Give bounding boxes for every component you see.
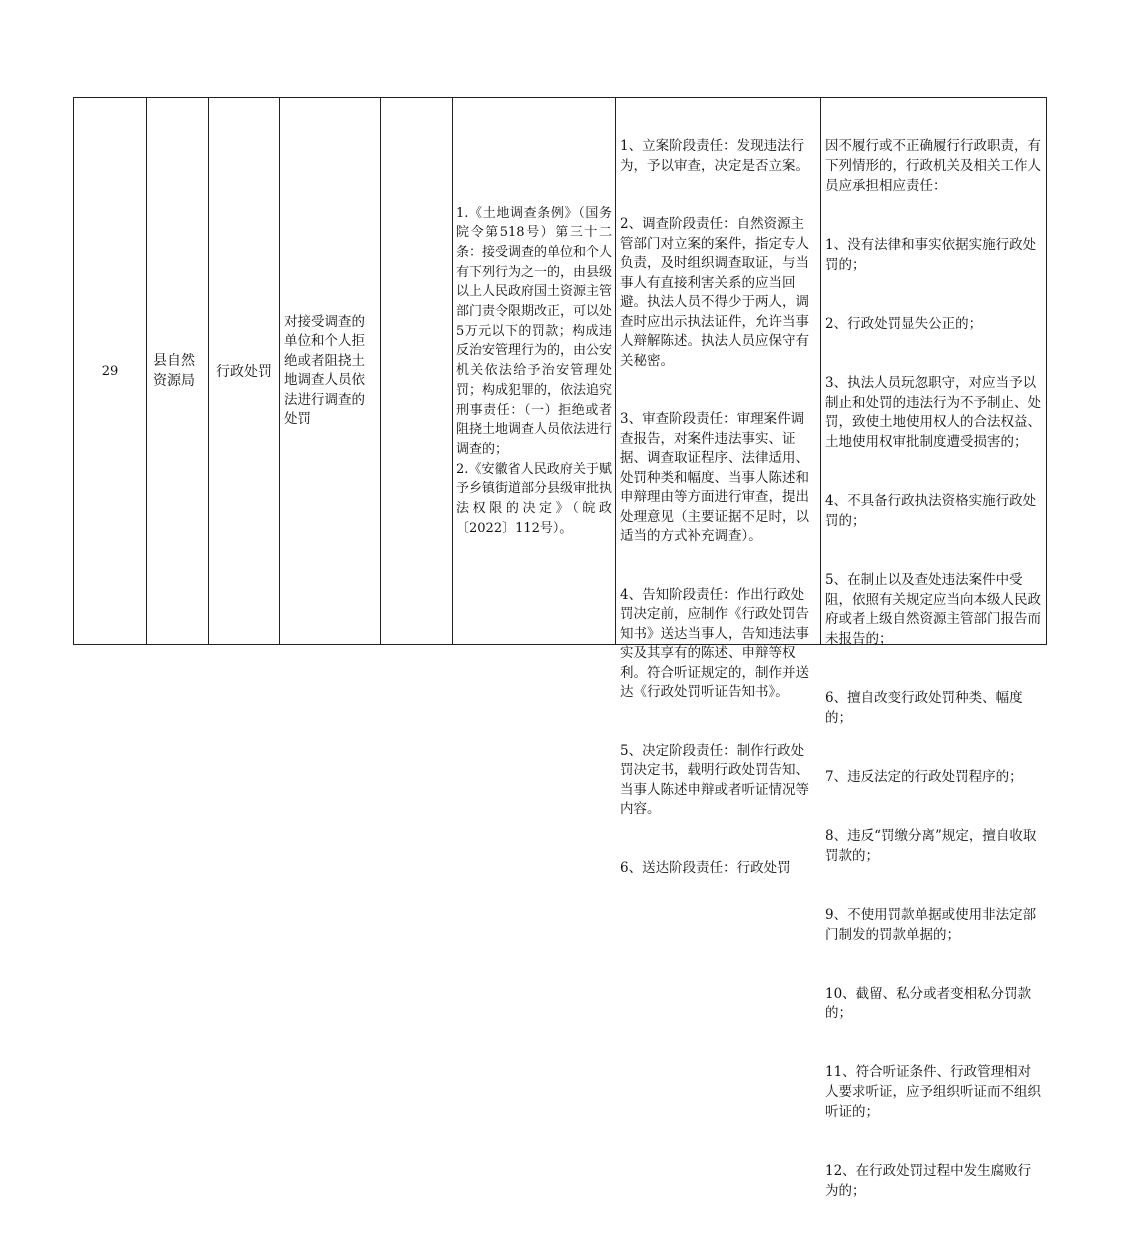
power-type: 行政处罚 [216, 364, 272, 380]
responsibility-text [616, 98, 820, 917]
accountability-item: 因不履行或不正确履行行政职责，有下列情形的，行政机关及相关工作人员应承担相应责任： [825, 138, 1041, 194]
accountability-item: 12、在行政处罚过程中发生腐败行为的； [825, 1162, 1032, 1199]
item-name: 对接受调查的单位和个人拒绝或者阻挠土地调查人员依法进行调查的处罚 [284, 313, 365, 427]
accountability-item: 8、违反“罚缴分离”规定，擅自收取罚款的； [825, 828, 1037, 864]
legal-basis-item: 2.《安徽省人民政府关于赋予乡镇街道部分县级审批执法权限的决定》（皖政〔2022〕112号）。 [456, 461, 613, 536]
responsibility-item: 4、告知阶段责任：作出行政处罚决定前，应制作《行政处罚告知书》送达当事人，告知违法事实及其享有的陈述、申辩等权利。符合听证规定的，制作并送达《行政处罚听证告知书》。 [620, 586, 809, 700]
responsibility-item: 6、送达阶段责任：行政处罚 [620, 859, 791, 876]
legal-basis-text [453, 204, 615, 539]
department-cell [147, 98, 209, 645]
legal-basis-item: 1.《土地调查条例》（国务院令第518号）第三十二条：接受调查的单位和个人有下列行为之一的，由县级以上人民政府国土资源主管部门责令限期改正，可以处5万元以下的罚款；构成违反治安管理行为的，由公安机关依法给予治安管理处罚；构成犯罪的，依法追究刑事责任：（一）拒绝或者阻挠土地调查人员依法进行调查的； [456, 205, 613, 457]
accountability-item: 1、没有法律和事实依据实施行政处罚的； [825, 236, 1037, 273]
row-number: 29 [101, 363, 119, 379]
accountability-item: 3、执法人员玩忽职守，对应当予以制止和处罚的违法行为不予制止、处罚，致使土地使用权人的合法权益、土地使用权审批制度遭受损害的； [825, 374, 1041, 450]
accountability-item: 10、截留、私分或者变相私分罚款的； [825, 985, 1032, 1022]
accountability-text [821, 98, 1046, 1241]
power-list-table [73, 97, 1047, 1199]
accountability-item: 7、违反法定的行政处罚程序的； [825, 768, 1023, 785]
accountability-item: 9、不使用罚款单据或使用非法定部门制发的罚款单据的； [825, 906, 1037, 943]
accountability-item: 4、不具备行政执法资格实施行政处罚的； [825, 493, 1037, 529]
legal-basis-cell [453, 98, 616, 645]
responsibility-cell [616, 98, 821, 876]
sub-item-cell [381, 98, 453, 645]
accountability-item: 6、擅自改变行政处罚种类、幅度的； [825, 690, 1023, 726]
responsibility-item: 5、决定阶段责任：制作行政处罚决定书，载明行政处罚告知、当事人陈述申辩或者听证情况等内容。 [620, 742, 809, 817]
accountability-item: 2、行政处罚显失公正的； [825, 315, 983, 332]
responsibility-item: 2、调查阶段责任：自然资源主管部门对立案的案件，指定专人负责，及时组织调查取证，与当事人有直接利害关系的应当回避。执法人员不得少于两人，调查时应出示执法证件，允许当事人辩解陈述。执法人员应保守有关秘密。 [620, 216, 809, 369]
accountability-item: 5、在制止以及查处违法案件中受阻，依照有关规定应当向本级人民政府或者上级自然资源主管部门报告而未报告的； [825, 571, 1041, 647]
accountability-clip [821, 98, 1046, 1199]
accountability-cell [821, 98, 1047, 1199]
power-type-cell [209, 98, 280, 645]
row-number-cell [74, 98, 147, 645]
accountability-item: 11、符合听证条件、行政管理相对人要求听证，应予组织听证而不组织听证的； [825, 1064, 1041, 1120]
item-name-cell [280, 98, 381, 645]
responsibility-item: 1、立案阶段责任：发现违法行为，予以审查，决定是否立案。 [620, 138, 809, 174]
responsibility-clip [616, 98, 820, 876]
department-name: 县自然资源局 [153, 353, 195, 389]
responsibility-item: 3、审查阶段责任：审理案件调查报告，对案件违法事实、证据、调查取证程序、法律适用、处罚种类和幅度、当事人陈述和申辩理由等方面进行审查，提出处理意见（主要证据不足时，以适当的方式补充调查）。 [620, 411, 809, 544]
table-row [74, 98, 1047, 645]
